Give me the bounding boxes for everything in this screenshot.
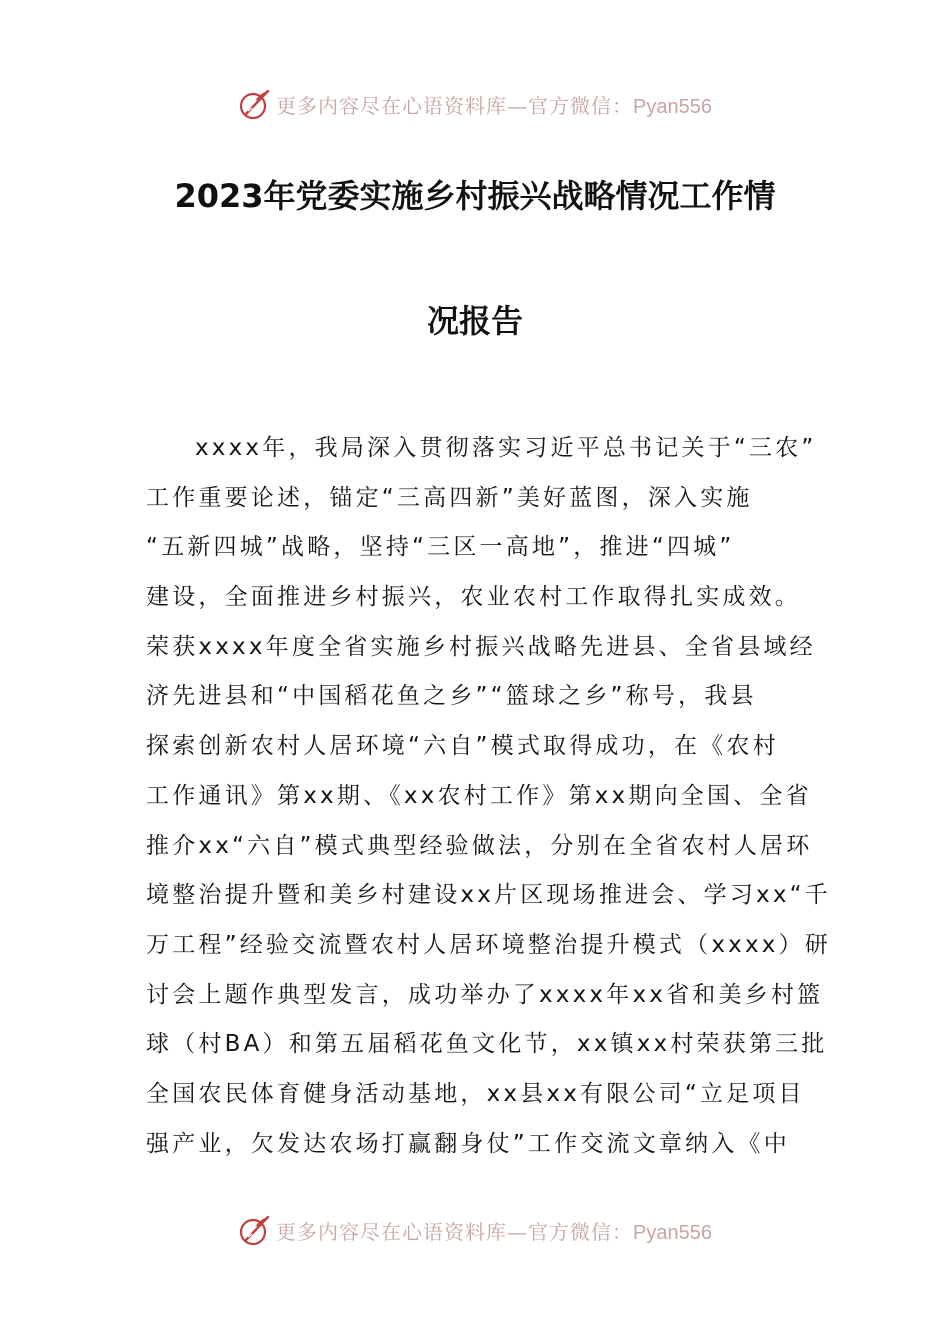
document-body: [146, 428, 831, 1173]
wechat-id: Pyan556: [633, 1221, 712, 1244]
body-line: 探索创新农村人居环境“六自”模式取得成功，在《农村: [146, 733, 779, 760]
watermark-text: 更多内容尽在心语资料库—官方微信：Pyan556: [276, 1219, 712, 1244]
body-line: 工作重要论述，锚定“三高四新”美好蓝图，深入实施: [146, 484, 753, 511]
body-line: 讨会上题作典型发言，成功举办了xxxx年xx省和美乡村篮: [146, 981, 824, 1008]
body-line: 境整治提升暨和美乡村建设xx片区现场推进会、学习xx“千: [146, 882, 831, 909]
body-line: 荣获xxxx年度全省实施乡村振兴战略先进县、全省县域经: [146, 633, 816, 660]
body-line: 万工程”经验交流暨农村人居环境整治提升模式（xxxx）研: [146, 931, 831, 958]
body-line: “五新四城”战略，坚持“三区一高地”，推进“四城”: [146, 534, 735, 561]
body-line: xxxx年，我局深入贯彻落实习近平总书记关于“三农”: [195, 435, 817, 461]
header-watermark: [0, 84, 950, 124]
body-line: 建设，全面推进乡村振兴，农业农村工作取得扎实成效。: [146, 584, 801, 611]
quill-pen-logo-icon: [238, 1213, 272, 1247]
body-line: 工作通讯》第xx期、《xx农村工作》第xx期向全国、全省: [146, 782, 812, 809]
document-title-line2: 况报告: [426, 302, 523, 340]
body-line: 球（村BA）和第五届稻花鱼文化节，xx镇xx村荣获第三批: [146, 1031, 828, 1058]
body-line: 全国农民体育健身活动基地，xx县xx有限公司“立足项目: [146, 1080, 805, 1107]
quill-pen-logo-icon: [238, 87, 272, 121]
body-line: 推介xx“六自”模式典型经验做法，分别在全省农村人居环: [146, 832, 813, 859]
watermark-text: 更多内容尽在心语资料库—官方微信：Pyan556: [276, 93, 712, 118]
footer-watermark: [0, 1210, 950, 1250]
document-title-line1: 2023年党委实施乡村振兴战略情况工作情: [174, 177, 776, 215]
wechat-id: Pyan556: [633, 95, 712, 118]
body-line: 济先进县和“中国稻花鱼之乡”“篮球之乡”称号，我县: [146, 683, 757, 710]
body-line: 强产业，欠发达农场打赢翻身仗”工作交流文章纳入《中: [146, 1130, 790, 1157]
